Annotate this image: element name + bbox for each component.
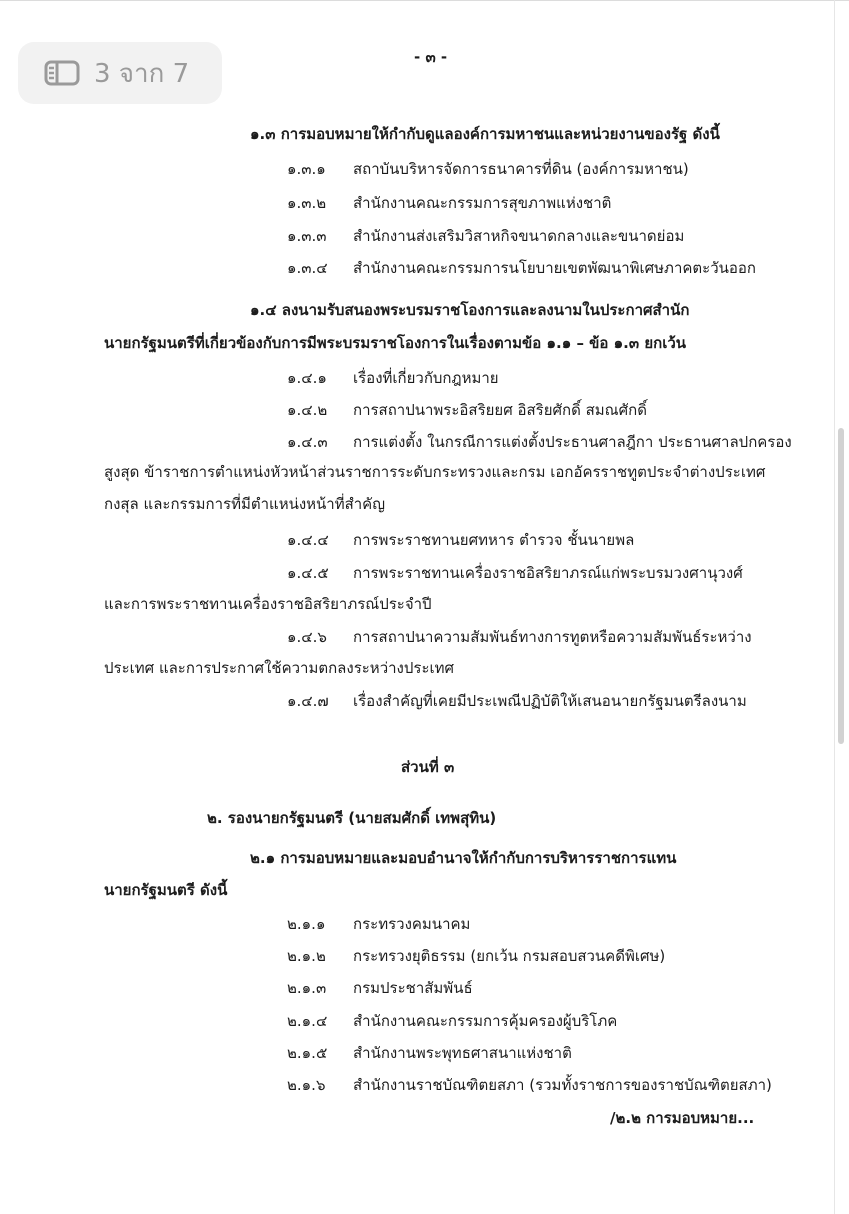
continuation-note: /๒.๒ การมอบหมาย... — [610, 1109, 755, 1127]
list-item: ๑.๔.๕ การพระราชทานเครื่องราชอิสริยาภรณ์แก่พระบรมวงศานุวงศ์ — [287, 564, 743, 582]
list-item: ๑.๓.๒ สำนักงานคณะกรรมการสุขภาพแห่งชาติ — [287, 194, 612, 212]
section-1-3-heading: ๑.๓ การมอบหมายให้กำกับดูแลองค์การมหาชนและหน่วยงานของรัฐ ดังนี้ — [250, 125, 720, 143]
paragraph-line: สูงสุด ข้าราชการตำแหน่งหัวหน้าส่วนราชการระดับกระทรวงและกรม เอกอัครราชทูตประจำต่างประเทศ — [104, 463, 766, 481]
list-item: ๑.๔.๔ การพระราชทานยศทหาร ตำรวจ ชั้นนายพล — [287, 531, 635, 549]
list-item: ๑.๔.๗ เรื่องสำคัญที่เคยมีประเพณีปฏิบัติให้เสนอนายกรัฐมนตรีลงนาม — [287, 692, 747, 710]
top-border — [0, 0, 849, 1]
list-item: ๒.๑.๖ สำนักงานราชบัณฑิตยสภา (รวมทั้งราชการของราชบัณฑิตยสภา) — [287, 1076, 772, 1094]
sidebar-icon — [44, 60, 80, 86]
list-item: ๑.๓.๓ สำนักงานส่งเสริมวิสาหกิจขนาดกลางและขนาดย่อม — [287, 227, 685, 245]
list-item: ๒.๑.๕ สำนักงานพระพุทธศาสนาแห่งชาติ — [287, 1044, 572, 1062]
section-1-4-heading: ๑.๔ ลงนามรับสนองพระบรมราชโองการและลงนามในประกาศสำนัก — [250, 301, 690, 319]
list-item: ๒.๑.๓ กรมประชาสัมพันธ์ — [287, 979, 473, 997]
section-2-1-heading: ๒.๑ การมอบหมายและมอบอำนาจให้กำกับการบริหารราชการแทน — [250, 849, 677, 867]
list-item: ๑.๓.๑ สถาบันบริหารจัดการธนาคารที่ดิน (องค์การมหาชน) — [287, 160, 689, 178]
section-2-heading: ๒. รองนายกรัฐมนตรี (นายสมศักดิ์ เทพสุทิน) — [207, 809, 497, 827]
page-right-edge — [834, 0, 835, 1214]
page-indicator-label: 3 จาก 7 — [94, 58, 190, 89]
section-1-4-heading-cont: นายกรัฐมนตรีที่เกี่ยวข้องกับการมีพระบรมราชโองการในเรื่องตามข้อ ๑.๑ – ข้อ ๑.๓ ยกเว้น — [104, 334, 687, 352]
list-item: ๒.๑.๑ กระทรวงคมนาคม — [287, 915, 471, 933]
paragraph-line: ประเทศ และการประกาศใช้ความตกลงระหว่างประเทศ — [104, 659, 455, 677]
list-item: ๑.๓.๔ สำนักงานคณะกรรมการนโยบายเขตพัฒนาพิเศษภาคตะวันออก — [287, 259, 756, 277]
list-item: ๑.๔.๓ การแต่งตั้ง ในกรณีการแต่งตั้งประธานศาลฎีกา ประธานศาลปกครอง — [287, 433, 792, 451]
list-item: ๒.๑.๒ กระทรวงยุติธรรม (ยกเว้น กรมสอบสวนคดีพิเศษ) — [287, 947, 666, 965]
paragraph-line: กงสุล และกรรมการที่มีตำแหน่งหน้าที่สำคัญ — [104, 495, 386, 513]
scrollbar-thumb[interactable] — [838, 428, 844, 744]
section-2-1-heading-cont: นายกรัฐมนตรี ดังนี้ — [104, 881, 228, 899]
list-item: ๑.๔.๒ การสถาปนาพระอิสริยยศ อิสริยศักดิ์ สมณศักดิ์ — [287, 401, 647, 419]
list-item: ๑.๔.๖ การสถาปนาความสัมพันธ์ทางการทูตหรือความสัมพันธ์ระหว่าง — [287, 628, 752, 646]
page-indicator[interactable] — [18, 42, 222, 104]
page-number: - ๓ - — [414, 48, 448, 66]
list-item: ๒.๑.๔ สำนักงานคณะกรรมการคุ้มครองผู้บริโภค — [287, 1012, 618, 1030]
part-title: ส่วนที่ ๓ — [401, 758, 455, 776]
paragraph-line: และการพระราชทานเครื่องราชอิสริยาภรณ์ประจำปี — [104, 595, 432, 613]
list-item: ๑.๔.๑ เรื่องที่เกี่ยวกับกฎหมาย — [287, 369, 499, 387]
